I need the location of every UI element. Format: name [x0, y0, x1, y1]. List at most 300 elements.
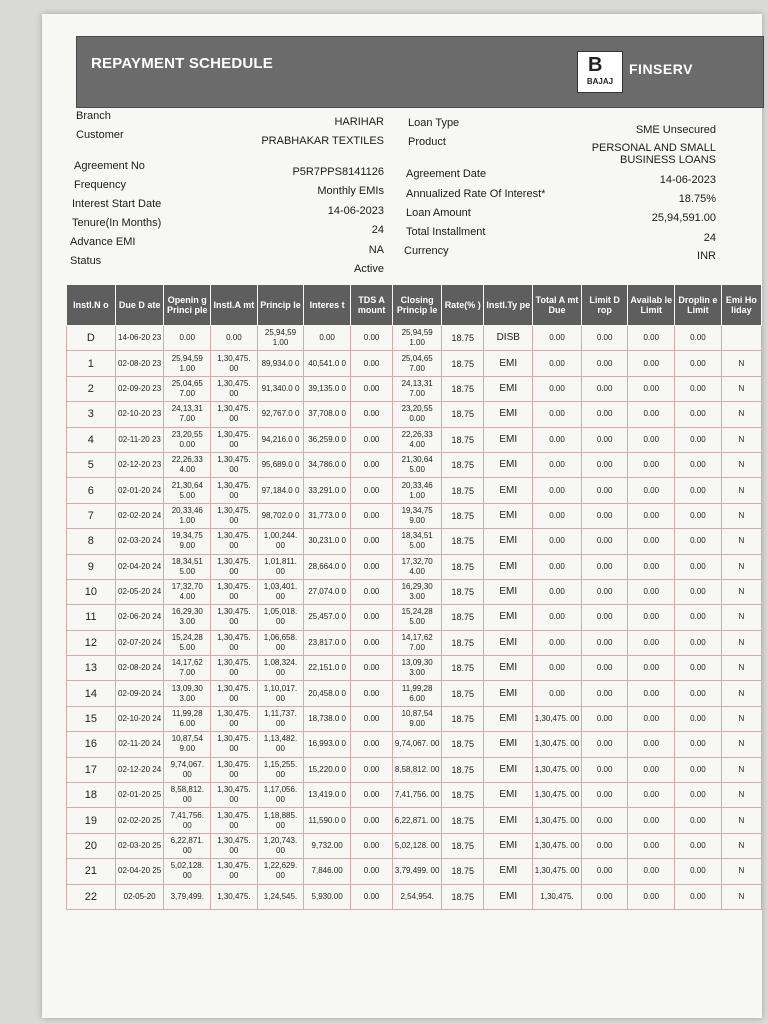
cell-rate: 18.75	[442, 402, 484, 427]
cell-tds-amount: 0.00	[350, 326, 392, 351]
col-header: Due D ate	[115, 285, 164, 326]
table-row	[67, 326, 762, 351]
cell-opening-principle: 19,34,75 9.00	[164, 529, 211, 554]
cell-instl-amt: 1,30,475. 00	[211, 376, 258, 401]
cell-emi-holiday: N	[721, 681, 761, 706]
cell-opening-principle: 3,79,499.	[164, 884, 211, 909]
cell-tds-amount: 0.00	[350, 884, 392, 909]
cell-opening-principle: 15,24,28 5.00	[164, 630, 211, 655]
cell-principle: 1,13,482. 00	[257, 732, 304, 757]
cell-available-limit: 0.00	[628, 452, 675, 477]
cell-instl-amt: 1,30,475. 00	[211, 554, 258, 579]
cell-instl-amt: 1,30,475. 00	[211, 503, 258, 528]
cell-opening-principle: 24,13,31 7.00	[164, 402, 211, 427]
cell-dropline-limit: 0.00	[675, 859, 722, 884]
cell-available-limit: 0.00	[628, 478, 675, 503]
cell-emi-holiday: N	[721, 630, 761, 655]
cell-limit-drop: 0.00	[581, 681, 628, 706]
table-row	[67, 656, 762, 681]
info-label-currency: Currency	[404, 245, 449, 257]
cell-limit-drop: 0.00	[581, 503, 628, 528]
cell-instl-amt: 1,30,475. 00	[211, 706, 258, 731]
cell-emi-holiday: N	[721, 884, 761, 909]
cell-limit-drop: 0.00	[581, 833, 628, 858]
logo-text: FINSERV	[629, 61, 693, 77]
cell-emi-holiday: N	[721, 478, 761, 503]
cell-available-limit: 0.00	[628, 630, 675, 655]
cell-instl-no: 2	[67, 376, 116, 401]
cell-dropline-limit: 0.00	[675, 833, 722, 858]
cell-closing-principle: 17,32,70 4.00	[393, 554, 442, 579]
col-header: Princip le	[257, 285, 304, 326]
col-header: Interes t	[304, 285, 351, 326]
cell-due-date: 02-09-20 24	[115, 681, 164, 706]
cell-available-limit: 0.00	[628, 579, 675, 604]
info-value-loan-amount: 25,94,591.00	[651, 212, 716, 224]
cell-instl-type: EMI	[484, 554, 533, 579]
cell-instl-no: 12	[67, 630, 116, 655]
cell-instl-type: EMI	[484, 376, 533, 401]
cell-opening-principle: 20,33,46 1.00	[164, 503, 211, 528]
cell-due-date: 02-03-20 25	[115, 833, 164, 858]
cell-closing-principle: 14,17,62 7.00	[393, 630, 442, 655]
cell-total-amt-due: 1,30,475. 00	[533, 757, 582, 782]
cell-interest: 5,930.00	[304, 884, 351, 909]
cell-tds-amount: 0.00	[350, 859, 392, 884]
cell-rate: 18.75	[442, 326, 484, 351]
cell-available-limit: 0.00	[628, 706, 675, 731]
cell-instl-type: EMI	[484, 859, 533, 884]
cell-closing-principle: 16,29,30 3.00	[393, 579, 442, 604]
cell-total-amt-due: 0.00	[533, 605, 582, 630]
cell-opening-principle: 22,26,33 4.00	[164, 452, 211, 477]
cell-dropline-limit: 0.00	[675, 630, 722, 655]
cell-emi-holiday: N	[721, 376, 761, 401]
cell-total-amt-due: 0.00	[533, 427, 582, 452]
cell-closing-principle: 11,99,28 6.00	[393, 681, 442, 706]
cell-available-limit: 0.00	[628, 376, 675, 401]
cell-closing-principle: 10,87,54 9.00	[393, 706, 442, 731]
cell-rate: 18.75	[442, 808, 484, 833]
cell-emi-holiday: N	[721, 554, 761, 579]
cell-opening-principle: 16,29,30 3.00	[164, 605, 211, 630]
table-row	[67, 452, 762, 477]
cell-interest: 40,541.0 0	[304, 351, 351, 376]
cell-closing-principle: 19,34,75 9.00	[393, 503, 442, 528]
cell-instl-no: 14	[67, 681, 116, 706]
cell-instl-no: 1	[67, 351, 116, 376]
cell-tds-amount: 0.00	[350, 706, 392, 731]
cell-instl-amt: 1,30,475. 00	[211, 681, 258, 706]
info-value-frequency: Monthly EMIs	[317, 185, 384, 197]
cell-total-amt-due: 0.00	[533, 656, 582, 681]
cell-total-amt-due: 0.00	[533, 503, 582, 528]
cell-closing-principle: 5,02,128. 00	[393, 833, 442, 858]
table-row	[67, 376, 762, 401]
cell-tds-amount: 0.00	[350, 503, 392, 528]
cell-available-limit: 0.00	[628, 503, 675, 528]
cell-instl-no: 6	[67, 478, 116, 503]
cell-rate: 18.75	[442, 859, 484, 884]
cell-principle: 1,10,017. 00	[257, 681, 304, 706]
cell-interest: 23,817.0 0	[304, 630, 351, 655]
cell-due-date: 14-06-20 23	[115, 326, 164, 351]
cell-available-limit: 0.00	[628, 529, 675, 554]
table-row	[67, 554, 762, 579]
cell-limit-drop: 0.00	[581, 529, 628, 554]
table-row	[67, 630, 762, 655]
cell-instl-type: EMI	[484, 757, 533, 782]
cell-instl-amt: 1,30,475. 00	[211, 529, 258, 554]
cell-interest: 20,458.0 0	[304, 681, 351, 706]
cell-instl-type: EMI	[484, 681, 533, 706]
cell-principle: 1,20,743. 00	[257, 833, 304, 858]
cell-instl-amt: 1,30,475. 00	[211, 859, 258, 884]
cell-principle: 97,184.0 0	[257, 478, 304, 503]
table-row	[67, 579, 762, 604]
cell-rate: 18.75	[442, 554, 484, 579]
cell-dropline-limit: 0.00	[675, 529, 722, 554]
cell-limit-drop: 0.00	[581, 579, 628, 604]
cell-due-date: 02-08-20 23	[115, 351, 164, 376]
cell-available-limit: 0.00	[628, 859, 675, 884]
cell-emi-holiday: N	[721, 808, 761, 833]
cell-total-amt-due: 0.00	[533, 579, 582, 604]
cell-total-amt-due: 0.00	[533, 376, 582, 401]
table-row	[67, 427, 762, 452]
col-header: Emi Ho liday	[721, 285, 761, 326]
cell-tds-amount: 0.00	[350, 732, 392, 757]
col-header: Instl.Ty pe	[484, 285, 533, 326]
cell-principle: 25,94,59 1.00	[257, 326, 304, 351]
cell-available-limit: 0.00	[628, 656, 675, 681]
cell-principle: 92,767.0 0	[257, 402, 304, 427]
cell-dropline-limit: 0.00	[675, 605, 722, 630]
cell-due-date: 02-09-20 23	[115, 376, 164, 401]
cell-limit-drop: 0.00	[581, 452, 628, 477]
cell-limit-drop: 0.00	[581, 554, 628, 579]
cell-interest: 18,738.0 0	[304, 706, 351, 731]
cell-total-amt-due: 0.00	[533, 554, 582, 579]
info-label-agreement-date: Agreement Date	[406, 168, 487, 180]
cell-rate: 18.75	[442, 630, 484, 655]
cell-due-date: 02-01-20 24	[115, 478, 164, 503]
col-header: Instl.A mt	[211, 285, 258, 326]
cell-instl-type: EMI	[484, 529, 533, 554]
info-label-total-installment: Total Installment	[406, 226, 486, 238]
cell-dropline-limit: 0.00	[675, 757, 722, 782]
cell-instl-type: EMI	[484, 351, 533, 376]
table-header-row	[67, 285, 762, 326]
cell-total-amt-due: 0.00	[533, 630, 582, 655]
cell-instl-amt: 1,30,475. 00	[211, 605, 258, 630]
info-label-frequency: Frequency	[74, 179, 126, 191]
cell-instl-type: EMI	[484, 478, 533, 503]
cell-principle: 98,702.0 0	[257, 503, 304, 528]
table-row	[67, 808, 762, 833]
cell-opening-principle: 7,41,756. 00	[164, 808, 211, 833]
cell-instl-amt: 1,30,475. 00	[211, 478, 258, 503]
cell-closing-principle: 23,20,55 0.00	[393, 402, 442, 427]
info-value-annualized-rate: 18.75%	[678, 193, 716, 205]
table-row	[67, 884, 762, 909]
cell-tds-amount: 0.00	[350, 478, 392, 503]
cell-closing-principle: 25,04,65 7.00	[393, 351, 442, 376]
cell-tds-amount: 0.00	[350, 783, 392, 808]
cell-available-limit: 0.00	[628, 783, 675, 808]
cell-closing-principle: 21,30,64 5.00	[393, 452, 442, 477]
cell-limit-drop: 0.00	[581, 808, 628, 833]
cell-instl-type: EMI	[484, 630, 533, 655]
col-header: TDS A mount	[350, 285, 392, 326]
cell-opening-principle: 6,22,871. 00	[164, 833, 211, 858]
cell-instl-type: EMI	[484, 427, 533, 452]
cell-principle: 1,06,658. 00	[257, 630, 304, 655]
cell-rate: 18.75	[442, 833, 484, 858]
table-row	[67, 833, 762, 858]
cell-opening-principle: 13,09,30 3.00	[164, 681, 211, 706]
col-header: Openin g Princi ple	[164, 285, 211, 326]
cell-total-amt-due: 0.00	[533, 351, 582, 376]
info-value-agreement-no: P5R7PPS8141126	[292, 166, 384, 178]
cell-interest: 33,291.0 0	[304, 478, 351, 503]
cell-tds-amount: 0.00	[350, 808, 392, 833]
cell-tds-amount: 0.00	[350, 529, 392, 554]
cell-principle: 1,08,324. 00	[257, 656, 304, 681]
cell-principle: 1,15,255. 00	[257, 757, 304, 782]
cell-principle: 94,216.0 0	[257, 427, 304, 452]
cell-instl-no: 3	[67, 402, 116, 427]
cell-due-date: 02-10-20 23	[115, 402, 164, 427]
cell-dropline-limit: 0.00	[675, 706, 722, 731]
cell-dropline-limit: 0.00	[675, 656, 722, 681]
cell-instl-type: EMI	[484, 402, 533, 427]
cell-available-limit: 0.00	[628, 326, 675, 351]
info-label-status: Status	[70, 255, 102, 267]
info-value-currency: INR	[697, 250, 716, 262]
cell-dropline-limit: 0.00	[675, 554, 722, 579]
cell-total-amt-due: 1,30,475.	[533, 884, 582, 909]
cell-dropline-limit: 0.00	[675, 452, 722, 477]
cell-tds-amount: 0.00	[350, 757, 392, 782]
cell-instl-amt: 1,30,475. 00	[211, 656, 258, 681]
cell-due-date: 02-07-20 24	[115, 630, 164, 655]
cell-interest: 25,457.0 0	[304, 605, 351, 630]
document-page	[42, 14, 762, 1018]
cell-opening-principle: 8,58,812. 00	[164, 783, 211, 808]
document-title: REPAYMENT SCHEDULE	[91, 55, 273, 72]
cell-instl-no: 5	[67, 452, 116, 477]
cell-dropline-limit: 0.00	[675, 783, 722, 808]
cell-limit-drop: 0.00	[581, 427, 628, 452]
cell-interest: 16,993.0 0	[304, 732, 351, 757]
cell-due-date: 02-04-20 25	[115, 859, 164, 884]
table-row	[67, 681, 762, 706]
cell-instl-no: 18	[67, 783, 116, 808]
col-header: Availab le Limit	[628, 285, 675, 326]
info-label-product: Product	[408, 136, 446, 148]
table-row	[67, 529, 762, 554]
cell-interest: 39,135.0 0	[304, 376, 351, 401]
info-label-customer: Customer	[76, 129, 124, 141]
repayment-table-container	[66, 284, 762, 964]
cell-dropline-limit: 0.00	[675, 351, 722, 376]
cell-due-date: 02-08-20 24	[115, 656, 164, 681]
cell-emi-holiday: N	[721, 427, 761, 452]
cell-opening-principle: 5,02,128. 00	[164, 859, 211, 884]
cell-emi-holiday: N	[721, 859, 761, 884]
cell-principle: 1,22,629. 00	[257, 859, 304, 884]
cell-rate: 18.75	[442, 579, 484, 604]
cell-total-amt-due: 1,30,475. 00	[533, 783, 582, 808]
cell-total-amt-due: 0.00	[533, 452, 582, 477]
cell-instl-amt: 1,30,475. 00	[211, 757, 258, 782]
table-body	[67, 326, 762, 910]
cell-instl-no: 13	[67, 656, 116, 681]
cell-opening-principle: 14,17,62 7.00	[164, 656, 211, 681]
table-row	[67, 783, 762, 808]
cell-emi-holiday: N	[721, 579, 761, 604]
info-label-annualized-rate: Annualized Rate Of Interest*	[406, 188, 546, 200]
cell-rate: 18.75	[442, 503, 484, 528]
cell-emi-holiday: N	[721, 757, 761, 782]
cell-dropline-limit: 0.00	[675, 503, 722, 528]
cell-instl-type: EMI	[484, 503, 533, 528]
cell-principle: 91,340.0 0	[257, 376, 304, 401]
cell-rate: 18.75	[442, 605, 484, 630]
cell-dropline-limit: 0.00	[675, 579, 722, 604]
cell-available-limit: 0.00	[628, 808, 675, 833]
cell-principle: 95,689.0 0	[257, 452, 304, 477]
cell-instl-amt: 1,30,475. 00	[211, 783, 258, 808]
cell-instl-no: 16	[67, 732, 116, 757]
cell-instl-type: DISB	[484, 326, 533, 351]
info-label-loan-type: Loan Type	[408, 117, 460, 129]
cell-limit-drop: 0.00	[581, 706, 628, 731]
cell-total-amt-due: 1,30,475. 00	[533, 808, 582, 833]
cell-instl-type: EMI	[484, 884, 533, 909]
cell-rate: 18.75	[442, 757, 484, 782]
cell-interest: 28,664.0 0	[304, 554, 351, 579]
cell-instl-no: 7	[67, 503, 116, 528]
cell-principle: 1,01,811. 00	[257, 554, 304, 579]
cell-rate: 18.75	[442, 884, 484, 909]
info-value-product-line2: BUSINESS LOANS	[620, 154, 716, 166]
cell-available-limit: 0.00	[628, 833, 675, 858]
cell-total-amt-due: 0.00	[533, 326, 582, 351]
cell-tds-amount: 0.00	[350, 630, 392, 655]
table-row	[67, 706, 762, 731]
cell-interest: 27,074.0 0	[304, 579, 351, 604]
cell-closing-principle: 3,79,499. 00	[393, 859, 442, 884]
cell-total-amt-due: 1,30,475. 00	[533, 732, 582, 757]
cell-instl-type: EMI	[484, 732, 533, 757]
cell-available-limit: 0.00	[628, 884, 675, 909]
cell-total-amt-due: 1,30,475. 00	[533, 706, 582, 731]
cell-opening-principle: 9,74,067. 00	[164, 757, 211, 782]
col-header: Closing Princip le	[393, 285, 442, 326]
cell-interest: 36,259.0 0	[304, 427, 351, 452]
header-banner	[76, 36, 764, 108]
col-header: Limit D rop	[581, 285, 628, 326]
cell-instl-type: EMI	[484, 452, 533, 477]
cell-interest: 22,151.0 0	[304, 656, 351, 681]
cell-instl-amt: 1,30,475. 00	[211, 808, 258, 833]
info-value-status: Active	[354, 263, 384, 275]
cell-emi-holiday	[721, 326, 761, 351]
cell-limit-drop: 0.00	[581, 402, 628, 427]
cell-principle: 1,00,244. 00	[257, 529, 304, 554]
cell-emi-holiday: N	[721, 452, 761, 477]
cell-emi-holiday: N	[721, 656, 761, 681]
cell-rate: 18.75	[442, 529, 484, 554]
cell-closing-principle: 25,94,59 1.00	[393, 326, 442, 351]
cell-emi-holiday: N	[721, 706, 761, 731]
logo-subtext: BAJAJ	[586, 77, 614, 86]
cell-instl-amt: 0.00	[211, 326, 258, 351]
cell-opening-principle: 18,34,51 5.00	[164, 554, 211, 579]
cell-closing-principle: 18,34,51 5.00	[393, 529, 442, 554]
cell-rate: 18.75	[442, 783, 484, 808]
cell-opening-principle: 21,30,64 5.00	[164, 478, 211, 503]
cell-due-date: 02-03-20 24	[115, 529, 164, 554]
cell-emi-holiday: N	[721, 833, 761, 858]
cell-interest: 34,786.0 0	[304, 452, 351, 477]
cell-rate: 18.75	[442, 427, 484, 452]
cell-limit-drop: 0.00	[581, 376, 628, 401]
logo-mark: B	[588, 54, 603, 76]
cell-limit-drop: 0.00	[581, 478, 628, 503]
cell-limit-drop: 0.00	[581, 656, 628, 681]
cell-available-limit: 0.00	[628, 351, 675, 376]
cell-due-date: 02-02-20 25	[115, 808, 164, 833]
info-value-total-installment: 24	[703, 232, 716, 244]
cell-due-date: 02-12-20 23	[115, 452, 164, 477]
cell-tds-amount: 0.00	[350, 376, 392, 401]
cell-interest: 0.00	[304, 326, 351, 351]
cell-limit-drop: 0.00	[581, 351, 628, 376]
cell-rate: 18.75	[442, 732, 484, 757]
cell-emi-holiday: N	[721, 402, 761, 427]
cell-total-amt-due: 1,30,475. 00	[533, 833, 582, 858]
info-value-loan-type: SME Unsecured	[635, 124, 716, 136]
info-value-agreement-date: 14-06-2023	[659, 174, 716, 186]
cell-limit-drop: 0.00	[581, 757, 628, 782]
info-label-interest-start-date: Interest Start Date	[72, 198, 162, 210]
cell-instl-amt: 1,30,475. 00	[211, 630, 258, 655]
cell-due-date: 02-05-20	[115, 884, 164, 909]
cell-interest: 30,231.0 0	[304, 529, 351, 554]
cell-interest: 31,773.0 0	[304, 503, 351, 528]
cell-tds-amount: 0.00	[350, 351, 392, 376]
cell-instl-no: 4	[67, 427, 116, 452]
cell-instl-amt: 1,30,475. 00	[211, 351, 258, 376]
cell-available-limit: 0.00	[628, 427, 675, 452]
cell-tds-amount: 0.00	[350, 452, 392, 477]
info-value-branch: HARIHAR	[334, 116, 384, 128]
info-label-branch: Branch	[76, 110, 111, 122]
col-header: Droplin e Limit	[675, 285, 722, 326]
cell-rate: 18.75	[442, 478, 484, 503]
cell-closing-principle: 22,26,33 4.00	[393, 427, 442, 452]
cell-instl-no: D	[67, 326, 116, 351]
info-label-tenure: Tenure(In Months)	[72, 217, 162, 229]
cell-emi-holiday: N	[721, 605, 761, 630]
cell-instl-no: 17	[67, 757, 116, 782]
cell-available-limit: 0.00	[628, 554, 675, 579]
cell-closing-principle: 9,74,067. 00	[393, 732, 442, 757]
cell-opening-principle: 25,94,59 1.00	[164, 351, 211, 376]
